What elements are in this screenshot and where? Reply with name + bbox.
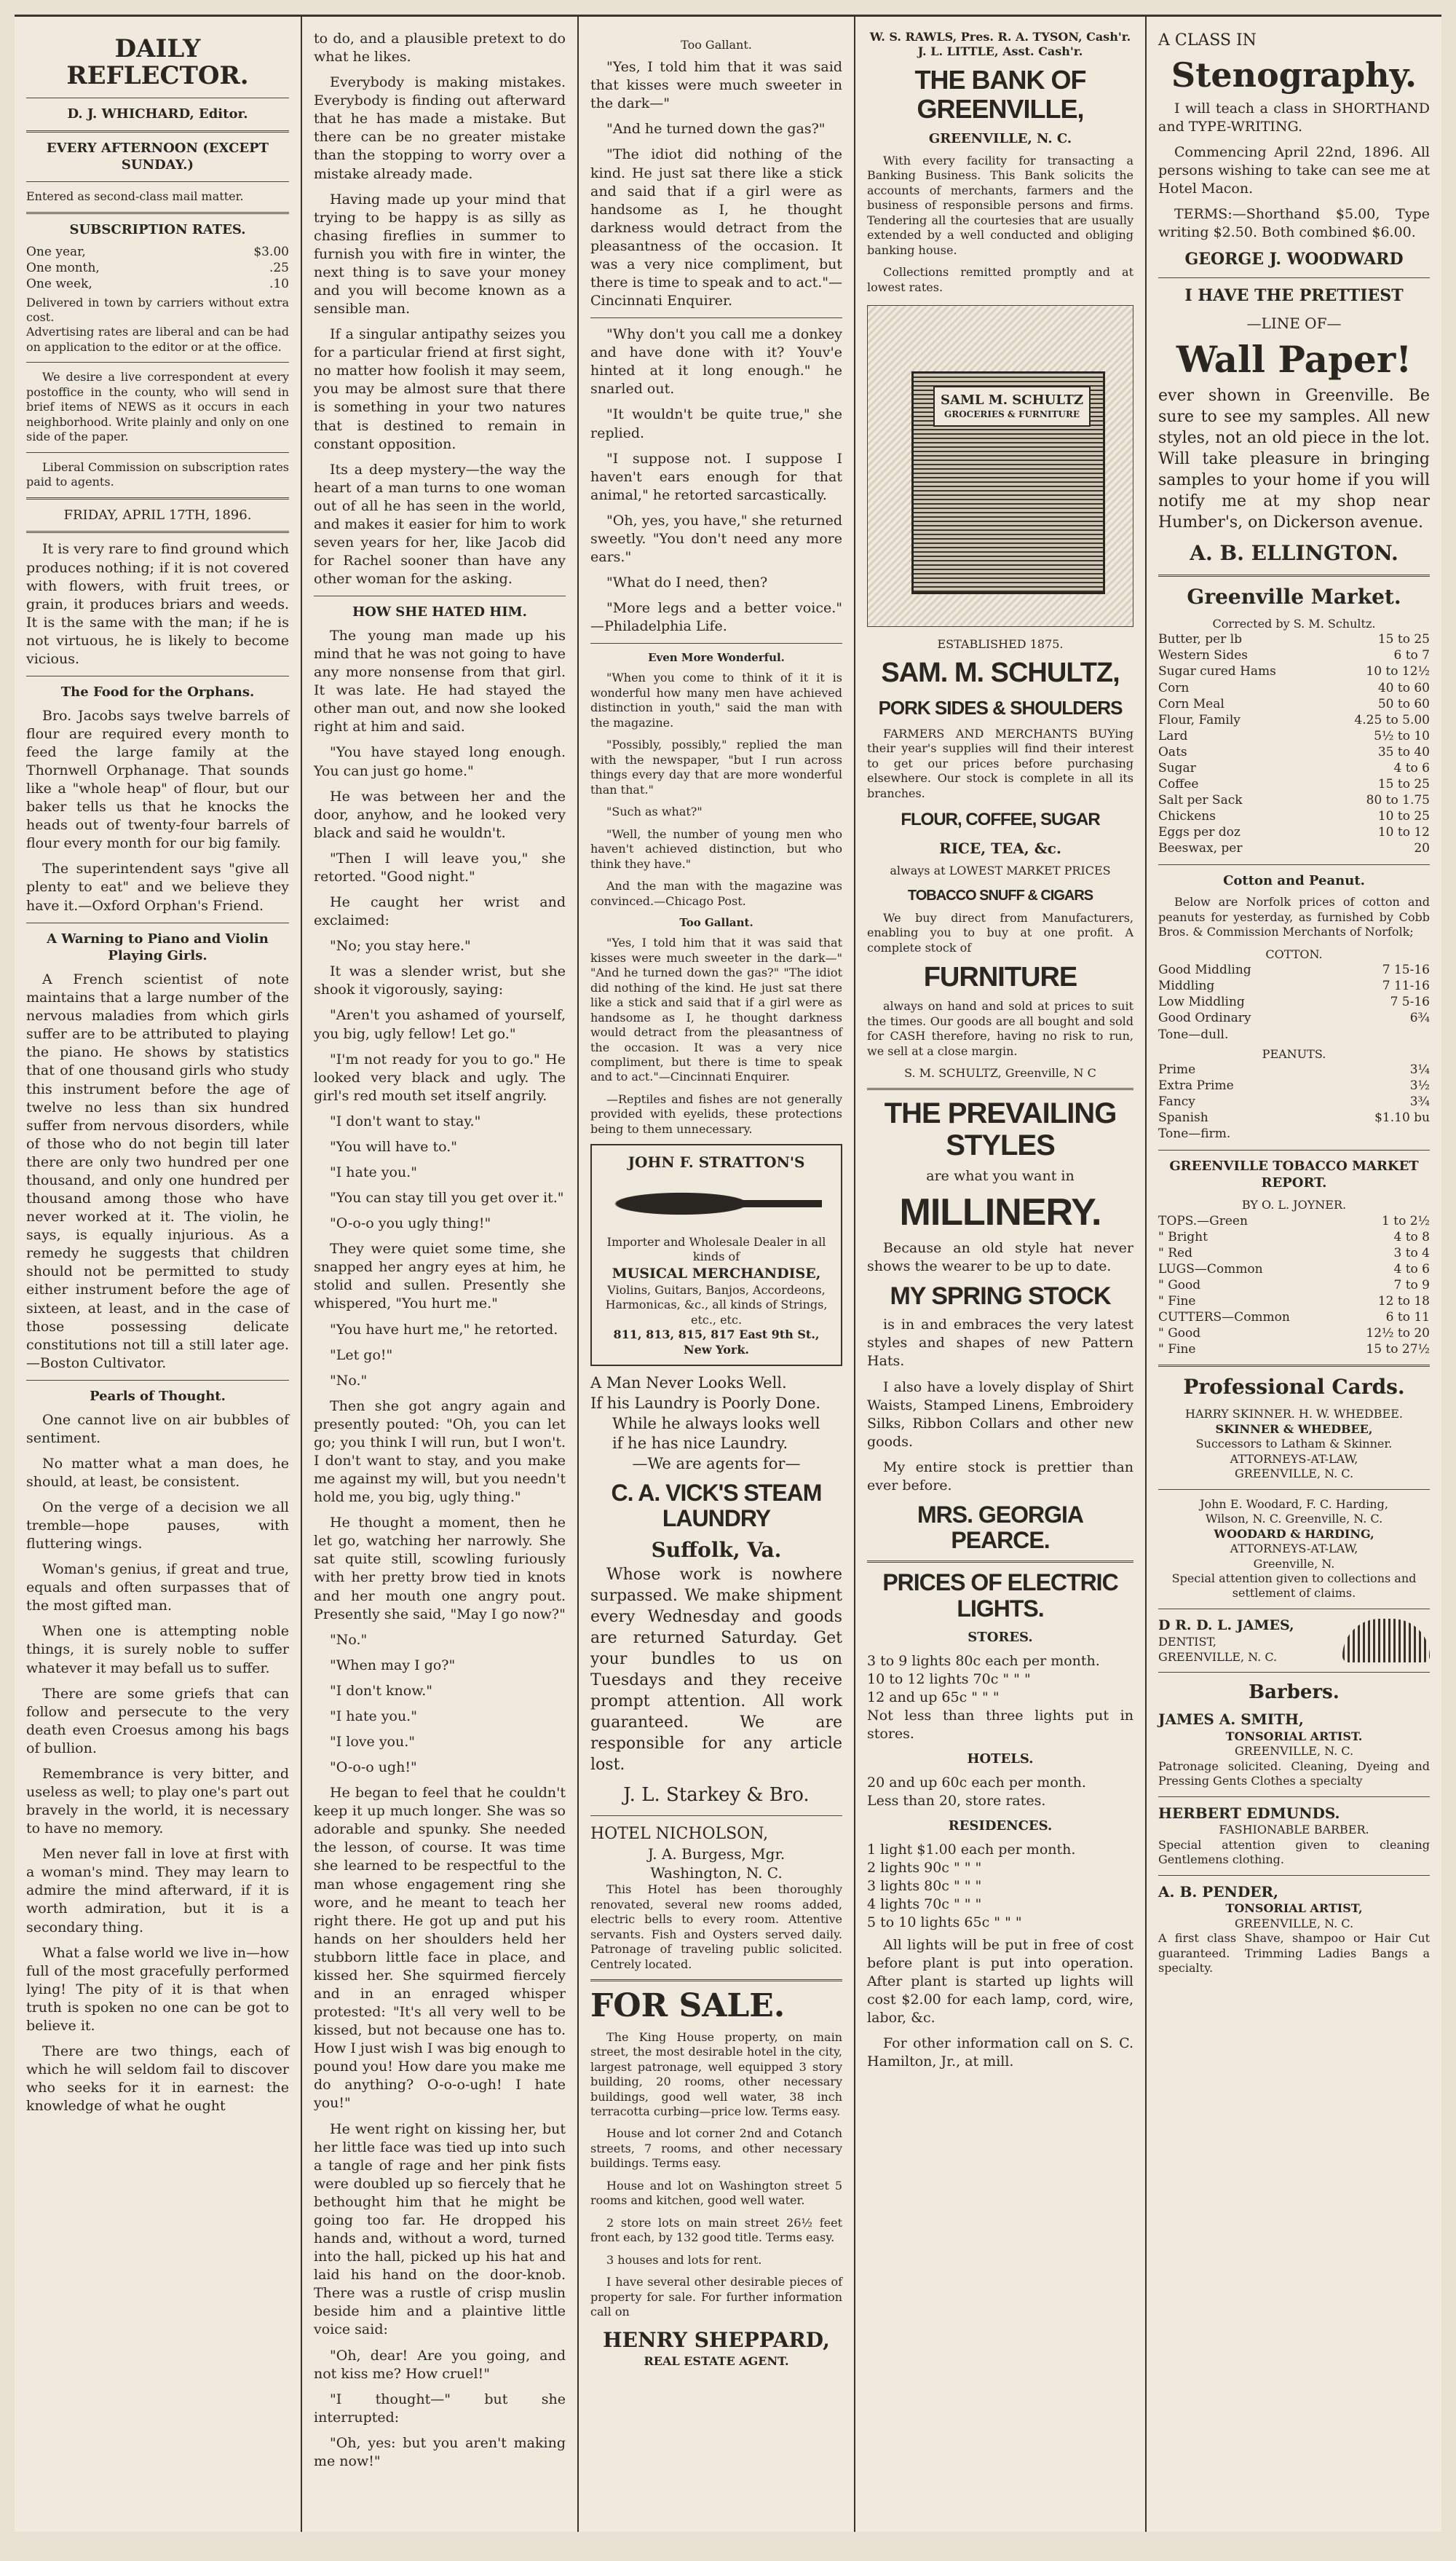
market-row: Coffee 15 to 25 (1158, 777, 1430, 792)
styles-heading: THE PREVAILING STYLES (884, 1097, 1117, 1162)
article-paragraph: A French scientist of note maintains that a large number of the nervous maladies from which girls suffer are to be attributed to playing the piano. He shows by statistics that of one thousand girls who study this instrument before the age of twelve no less than six hundred suffer from nervous disorders, while of those who do not begin till later there are only two hundred per one thousand, and only one hundred per thousand among those who have never worked at it. The violin, he says, is equally injurious. As a remedy he suggests that children should not be permitted to study either instrument before the age of sixteen, at least, and in the case of those possessing delicate constitutions not till a still later age.—Boston Cultivator. (26, 971, 289, 1371)
card-line: TONSORIAL ARTIST, (1225, 1901, 1363, 1916)
furniture-heading: FURNITURE (923, 962, 1077, 993)
column-1 (15, 17, 302, 2532)
electric-footer: All lights will be put in free of cost before plant is put into operation. After plant is started up lights will cost $2.00 for each lamp, cord, wire, labor, &c. (867, 1936, 1133, 2027)
residences-row: 1 light $1.00 each per month. (867, 1841, 1076, 1858)
story-paragraph: "I thought—" but she interrupted: (314, 2391, 566, 2426)
sale-agent: HENRY SHEPPARD, (603, 2327, 830, 2352)
story-paragraph: "Oh, dear! Are you going, and not kiss me? How cruel!" (314, 2347, 566, 2382)
story-paragraph: "You have stayed long enough. You can just go home." (314, 744, 566, 779)
wall-line: —LINE OF— (1246, 315, 1342, 333)
smith-card (1158, 1710, 1430, 1788)
stores-heading: STORES. (968, 1629, 1033, 1645)
sale-item: 3 houses and lots for rent. (606, 2252, 762, 2267)
card-line: HERBERT EDMUNDS. (1158, 1804, 1340, 1822)
story-paragraph: "When may I go?" (330, 1657, 456, 1673)
story-paragraph: They were quiet some time, she snapped her angry eyes at him, he stolid and sullen. Presently she whispered, "You hurt me." (314, 1241, 566, 1312)
laundry-rhyme: While he always looks well (612, 1414, 820, 1432)
residences-row: 2 lights 90c " " " (867, 1859, 982, 1876)
skinner-card (1158, 1407, 1430, 1481)
stratton-list: Violins, Guitars, Banjos, Accordeons, Harmonicas, &c., all kinds of Strings, etc., etc. (605, 1282, 828, 1327)
rate-row: One month, .25 (26, 261, 289, 276)
card-line: Patronage solicited. Cleaning, Dyeing and Pressing Gents Clothes a specialty (1158, 1759, 1430, 1788)
story-paragraph: He caught her wrist and exclaimed: (314, 894, 566, 929)
card-line: SKINNER & WHEDBEE, (1215, 1421, 1373, 1436)
article-paragraph: And the man with the magazine was convinced.—Chicago Post. (590, 879, 842, 908)
steno-terms: TERMS:—Shorthand $5.00, Type writing $2.50. Both combined $6.00. (1158, 206, 1430, 241)
pearl-item: On the verge of a decision we all tremble—hope pauses, with fluttering wings. (26, 1499, 289, 1552)
article-paragraph: "Such as what?" (606, 805, 703, 819)
card-line: JAMES A. SMITH, (1158, 1710, 1304, 1729)
cotton-row: Tone—dull. (1158, 1027, 1229, 1042)
article-paragraph: "Oh, yes, you have," she returned sweetly. "You don't need any more ears." (590, 512, 842, 565)
tobacco-row: " Good 12½ to 20 (1158, 1326, 1430, 1341)
masthead-title: DAILY REFLECTOR. (66, 34, 249, 91)
column-4 (855, 17, 1147, 2532)
story-paragraph: "Aren't you ashamed of yourself, you big, ugly fellow! Let go." (314, 1007, 566, 1042)
story-paragraph: "You can stay till you get over it." (330, 1190, 564, 1207)
laundry-rhyme: If his Laundry is Poorly Done. (590, 1394, 821, 1412)
tobacco-row: " Fine 12 to 18 (1158, 1294, 1430, 1309)
story-paragraph: "I don't want to stay." (330, 1113, 481, 1129)
market-table (1158, 631, 1430, 856)
market-row: Eggs per doz 10 to 12 (1158, 825, 1430, 840)
story-paragraph: The young man made up his mind that he was not going to have any more nonsense from that girl. It was late. He had stayed the other man out, and now she looked right at him and said. (314, 628, 566, 735)
bank-officers: W. S. RAWLS, Pres. R. A. TYSON, Cash'r. J. L. LITTLE, Asst. Cash'r. (869, 30, 1131, 59)
story-paragraph: "I hate you." (330, 1708, 417, 1724)
stratton-sub: Importer and Wholesale Dealer in all kinds of (606, 1234, 826, 1264)
rate-row: One year, $3.00 (26, 245, 289, 260)
card-line: A first class Shave, shampoo or Hair Cut guaranteed. Trimming Ladies Bangs a specialty. (1158, 1931, 1430, 1976)
market-row: Western Sides 6 to 7 (1158, 648, 1430, 663)
millinery-body: Because an old style hat never shows the wearer to be up to date. (867, 1239, 1133, 1274)
article-paragraph: —Reptiles and fishes are not generally provided with eyelids, these protections being to them unnecessary. (590, 1092, 842, 1136)
pearl-item: What a false world we live in—how full of the most gracefully performed lying! The pity of it is that when truth is spoken no one can be got to believe it. (26, 1944, 289, 2034)
article-paragraph: Bro. Jacobs says twelve barrels of flour are required every month to feed the large family at the Thornwell Orphanage. That sounds like a "whole heap" of flour, but our baker tells us that he knocks the heads out of twenty-four barrels of flour every month for our big family. (26, 707, 289, 852)
market-row: Oats 35 to 40 (1158, 744, 1430, 759)
market-row: Flour, Family 4.25 to 5.00 (1158, 712, 1430, 727)
story-body (314, 627, 566, 2471)
subscription-heading: SUBSCRIPTION RATES. (69, 221, 246, 237)
dental-plate-icon (1342, 1619, 1430, 1662)
article-paragraph: The superintendent says "give all plenty to eat" and we believe they have it.—Oxford Orphan's Friend. (26, 861, 289, 914)
spring-heading: MY SPRING STOCK (890, 1282, 1111, 1310)
bank-body: With every facility for transacting a Banking Business. This Bank solicits the accounts of merchants, farmers and the business of responsible persons and firms. Tendering all the courtesies that are usually extended by a well conducted and obliging banking house. (867, 153, 1133, 257)
tobacco-by: BY O. L. JOYNER. (1241, 1198, 1347, 1212)
established-year: ESTABLISHED 1875. (937, 637, 1064, 652)
mail-notice: Entered as second-class mail matter. (26, 189, 244, 204)
laundry-agents: J. L. Starkey & Bro. (623, 1784, 810, 1807)
hotel-town: Washington, N. C. (650, 1864, 783, 1882)
article-paragraph: "Why don't you call me a donkey and have done with it? Youv'e hinted at it long enough." he snarled out. (590, 326, 842, 398)
card-line: GREENVILLE, N. C. (1234, 1916, 1354, 1930)
subscription-rates (26, 244, 289, 292)
cotton-row: Low Middling 7 5-16 (1158, 995, 1430, 1010)
millinery-signature: MRS. GEORGIA PEARCE. (917, 1502, 1083, 1554)
residences-row: 3 lights 80c " " " (867, 1877, 982, 1894)
cotton-row: Middling 7 11-16 (1158, 979, 1430, 994)
market-row: Sugar 4 to 6 (1158, 760, 1430, 776)
story-paragraph: "I don't know." (330, 1682, 432, 1699)
story-paragraph: He thought a moment, then he let go, watching her narrowly. She sat quite still, scowling furiously with her pretty brow tied in knots and her mouth one angry pout. Presently she said, "May I go now?" (314, 1515, 566, 1622)
bank-town: GREENVILLE, N. C. (928, 131, 1072, 147)
tobacco-row: CUTTERS—Common 6 to 11 (1158, 1310, 1430, 1325)
card-line: ATTORNEYS-AT-LAW, (1230, 1451, 1358, 1466)
stores-row: Not less than three lights put in stores. (867, 1707, 1133, 1742)
rate-row: One week, .10 (26, 277, 289, 292)
market-corrected: Corrected by S. M. Schultz. (1212, 616, 1376, 631)
story-paragraph: It was a slender wrist, but she shook it vigorously, saying: (314, 963, 566, 998)
hotel-body: This Hotel has been thoroughly renovated, several new rooms added, electric bells to every room. Attentive servants. Fish and Oysters served daily. Patronage of traveling public solicited. Centrely located. (590, 1882, 842, 1971)
hotels-heading: HOTELS. (967, 1751, 1034, 1767)
sale-item: House and lot on Washington street 5 rooms and kitchen, good well water. (590, 2178, 842, 2208)
stratton-ad (590, 1144, 842, 1366)
market-row: Beeswax, per 20 (1158, 841, 1430, 856)
card-line: Successors to Latham & Skinner. (1195, 1437, 1393, 1451)
laundry-rhyme: if he has nice Laundry. (612, 1435, 788, 1453)
story-paragraph: "Let go!" (330, 1346, 393, 1363)
story-paragraph: He began to feel that he couldn't keep it up much longer. She was so adorable and spunky. She needed the lesson, of course. It was time she learned to be respectful to the man whose engagement ring she wore, and he meant to teach her right there. He got up and put his hands on her shoulders held her stubborn little face in place, and kissed her. She squirmed fiercely and in an enraged whisper protested: "It's all very well to be kissed, but not because one has to. How I just wish I was big enough to pound you! How dare you make me do anything? O-o-o-ugh! I hate you!" (314, 1785, 566, 2112)
article-paragraph: "The idiot did nothing of the kind. He just sat there like a stick and said that if a girl were as handsome as I, he thought darkness would detract from the pleasantness of the occasion. It was a very nice compliment, but there is time to speak and to act."—Cincinnati Enquirer. (590, 146, 842, 309)
residences-heading: RESIDENCES. (948, 1818, 1053, 1834)
card-line: GREENVILLE, N. C. (1234, 1744, 1354, 1759)
laundry-town: Suffolk, Va. (651, 1538, 782, 1563)
sale-heading: FOR SALE. (590, 1987, 786, 2025)
market-row: Sugar cured Hams 10 to 12½ (1158, 664, 1430, 679)
story-paragraph: He was between her and the door, anyhow, and he looked very black and said he wouldn't. (314, 788, 566, 841)
market-row: Lard 5½ to 10 (1158, 728, 1430, 743)
wall-heading: Wall Paper! (1176, 337, 1412, 381)
story-paragraph: "No; you stay here." (330, 938, 471, 955)
pender-card (1158, 1883, 1430, 1976)
story-paragraph: "I'm not ready for you to go." He looked very black and ugly. The girl's red mouth set itself angrily. (314, 1051, 566, 1104)
story-paragraph: "No." (330, 1631, 368, 1648)
schultz-goods-2: RICE, TEA, &c. (939, 839, 1061, 857)
schultz-body: FARMERS AND MERCHANTS BUYing their year's supplies will find their interest to get our prices before purchasing elsewhere. Our stock is complete in all its branches. (867, 726, 1133, 800)
correspondent-notice: We desire a live correspondent at every postoffice in the county, who will send in brief items of NEWS as it occurs in each neighborhood. Write plainly and only on one side of the paper. (26, 370, 289, 444)
orphans-heading: The Food for the Orphans. (60, 684, 255, 700)
sale-item: I have several other desirable pieces of property for sale. For further information call on (590, 2275, 842, 2319)
millinery-heading: MILLINERY. (899, 1191, 1101, 1234)
store-sign-name: SAML M. SCHULTZ (940, 392, 1084, 409)
laundry-ad (590, 1373, 842, 1808)
article-paragraph: "I suppose not. I suppose I haven't ears enough for that animal," he retorted sarcastically. (590, 450, 842, 503)
tobacco-row: " Good 7 to 9 (1158, 1277, 1430, 1293)
market-heading: Greenville Market. (1187, 584, 1401, 609)
pearl-item: There are two things, each of which he will seldom fail to discover who seeks for it in earnest: the knowledge of what he ought (26, 2043, 289, 2115)
store-sign (933, 386, 1091, 427)
peanut-row: Extra Prime 3½ (1158, 1078, 1430, 1094)
barbers-heading: Barbers. (1249, 1681, 1340, 1703)
card-line: TONSORIAL ARTIST. (1225, 1729, 1363, 1743)
hotels-row: 20 and up 60c each per month. (867, 1774, 1086, 1791)
story-paragraph: "Oh, yes: but you aren't making me now!" (314, 2434, 566, 2469)
article-paragraph: "Yes, I told him that it was said that kisses were much sweeter in the dark—" "And he turned down the gas?" "The idiot did nothing of the kind. He just sat there like a stick and said that if a girl were as handsome as I, he thought darkness would detract from the pleasantness of the occasion. It was a very nice compliment, but there is time to speak and to act."—Cincinnati Enquirer. (590, 936, 842, 1084)
stratton-address: 811, 813, 815, 817 East 9th St., New York. (613, 1327, 820, 1357)
spring-body: is in and embraces the very latest styles and shapes of new Pattern Hats. (867, 1317, 1133, 1370)
wonderful-heading: Even More Wonderful. (648, 651, 785, 665)
card-line: Special attention given to cleaning Gentlemens clothing. (1158, 1837, 1430, 1867)
tobacco-heading: GREENVILLE TOBACCO MARKET REPORT. (1169, 1158, 1419, 1191)
article-paragraph: Having made up your mind that trying to be happy is as silly as chasing fireflies in summer to furnish you with fire in winter, the next thing is to save your money and you will become known as a sensible man. (314, 191, 566, 317)
article-paragraph: "What do I need, then? (606, 575, 768, 591)
warning-heading: A Warning to Piano and Violin Playing Girls. (47, 931, 269, 964)
stratton-name: JOHN F. STRATTON'S (628, 1153, 805, 1172)
story-paragraph: "You have hurt me," he retorted. (330, 1321, 558, 1338)
violin-illustration-icon (599, 1178, 834, 1229)
story-paragraph: "Then I will leave you," she retorted. "Good night." (314, 850, 566, 885)
card-line: Special attention given to collections and settlement of claims. (1171, 1571, 1417, 1601)
story-paragraph: "O-o-o you ugly thing!" (330, 1215, 491, 1232)
market-row: Salt per Sack 80 to 1.75 (1158, 793, 1430, 808)
article-paragraph: "When you come to think of it it is wonderful how many men have achieved distinction in youth," said the man with the magazine. (590, 671, 842, 730)
prettier-line: My entire stock is prettier than ever before. (867, 1459, 1133, 1493)
delivery-notice: Delivered in town by carriers without extra cost. (26, 295, 289, 324)
schultz-goods: FLOUR, COFFEE, SUGAR (901, 810, 1100, 830)
hotels-row: Less than 20, store rates. (867, 1792, 1046, 1809)
story-paragraph: "You will have to." (330, 1138, 457, 1155)
column-3 (579, 17, 855, 2532)
card-line: HARRY SKINNER. H. W. WHEDBEE. (1185, 1407, 1403, 1421)
pearl-item: No matter what a man does, he should, at least, be consistent. (26, 1455, 289, 1490)
story-paragraph: "I love you." (330, 1734, 416, 1750)
styles-sub: are what you want in (926, 1168, 1075, 1185)
market-row: Corn 40 to 60 (1158, 680, 1430, 695)
hotel-manager: J. A. Burgess, Mgr. (647, 1844, 786, 1863)
peanut-row: Prime 3¼ (1158, 1062, 1430, 1078)
market-row: Butter, per lb 15 to 25 (1158, 632, 1430, 647)
story-heading: HOW SHE HATED HIM. (352, 604, 527, 620)
stores-row: 3 to 9 lights 80c each per month. (867, 1652, 1100, 1669)
card-line: FASHIONABLE BARBER. (1219, 1823, 1369, 1837)
article-paragraph: Its a deep mystery—the way the heart of a man turns to one woman out of all he has seen in the world, and makes it easier for him to work seven years for her, like Jacob did for Rachel sooner than have any other woman for the asking. (314, 461, 566, 588)
article-paragraph: "It wouldn't be quite true," she replied. (590, 406, 842, 441)
residences-row: 5 to 10 lights 65c " " " (867, 1914, 1022, 1930)
cards-heading: Professional Cards. (1183, 1375, 1405, 1400)
hotel-ad (590, 1823, 842, 1973)
pearl-item: There are some griefs that can follow and persecute to the very death even Croesus among his bags of bullion. (26, 1685, 289, 1756)
tobacco-row: LUGS—Common 4 to 6 (1158, 1261, 1430, 1276)
card-line: Wilson, N. C. Greenville, N. C. (1205, 1512, 1383, 1526)
card-line: A. B. PENDER, (1158, 1882, 1279, 1901)
electric-contact: For other information call on S. C. Hamilton, Jr., at mill. (867, 2035, 1133, 2070)
article-paragraph: "Well, the number of young men who haven't achieved distinction, but who think they have." (590, 826, 842, 871)
pearl-item: One cannot live on air bubbles of sentiment. (26, 1411, 289, 1446)
story-paragraph: "O-o-o ugh!" (330, 1759, 417, 1776)
sale-item: House and lot corner 2nd and Cotanch streets, 7 rooms, and other necessary buildings. Terms easy. (590, 2126, 842, 2171)
article-paragraph: Everybody is making mistakes. Everybody is finding out afterward that he has made a mistake. But there can be no greater mistake than the stopping to worry over a mistake already made. (314, 74, 566, 182)
store-engraving (867, 305, 1133, 627)
card-line: GREENVILLE, N. C. (1234, 1467, 1354, 1481)
cotton-sub: COTTON. (1265, 947, 1323, 961)
peanuts-sub: PEANUTS. (1262, 1046, 1326, 1061)
wall-body: ever shown in Greenville. Be sure to see my samples. All new styles, not an old piece in the lot. Will take pleasure in bringing samples to your home if you will notify me at my shop near Humber's, on Dickerson avenue. (1158, 386, 1430, 532)
card-line: Greenville, N. (1253, 1556, 1335, 1571)
newspaper-page (15, 15, 1441, 2532)
commission-notice: Liberal Commission on subscription rates paid to agents. (26, 459, 289, 489)
article-paragraph: It is very rare to find ground which produces nothing; if it is not covered with flowers, with fruit trees, or grain, it produces briars and weeds. It is the same with the man; if he is not virtuous, he is likely to become vicious. (26, 541, 289, 667)
wall-intro: I HAVE THE PRETTIEST (1184, 286, 1404, 306)
card-line: D R. D. L. JAMES, (1158, 1617, 1294, 1633)
woodard-card (1158, 1497, 1430, 1601)
pearls-heading: Pearls of Thought. (90, 1388, 226, 1404)
article-paragraph: "More legs and a better voice." —Philadelphia Life. (590, 600, 842, 635)
edmunds-card (1158, 1804, 1430, 1868)
laundry-rhyme: A Man Never Looks Well. (590, 1374, 787, 1392)
steno-signature: GEORGE J. WOODWARD (1184, 250, 1404, 269)
laundry-rhyme: —We are agents for— (632, 1454, 801, 1472)
schultz-prices: always at LOWEST MARKET PRICES (890, 864, 1111, 878)
column-2 (302, 17, 579, 2532)
advertising-notice: Advertising rates are liberal and can be had on application to the editor or at the office. (26, 325, 289, 354)
masthead-schedule: EVERY AFTERNOON (EXCEPT SUNDAY.) (46, 140, 269, 173)
market-row: Corn Meal 50 to 60 (1158, 696, 1430, 711)
tobacco-row: " Red 3 to 4 (1158, 1245, 1430, 1260)
sale-item: The King House property, on main street, the most desirable hotel in the city, largest patronage, well equipped 3 story building, 20 rooms, other necessary buildings, good well water, 38 inch terracotta curbing—price low. Terms easy. (590, 2029, 842, 2118)
story-paragraph: "I hate you." (330, 1164, 417, 1180)
store-sign-goods: GROCERIES & FURNITURE (943, 409, 1080, 419)
gallant2-heading: Too Gallant. (679, 916, 753, 930)
article-paragraph: "Possibly, possibly," replied the man with the newspaper, "but I run across things every day that are more wonderful than that." (590, 738, 842, 797)
masthead-editor: D. J. WHICHARD, Editor. (67, 106, 248, 122)
market-row: Chickens 10 to 25 (1158, 809, 1430, 824)
furniture-body: always on hand and sold at prices to suit the times. Our goods are all bought and sold for CASH therefore, having no risk to run, we sell at a close margin. (867, 999, 1133, 1058)
furniture-signature: S. M. SCHULTZ, Greenville, N C (904, 1066, 1096, 1081)
card-line: John E. Woodard, F. C. Harding, (1200, 1496, 1388, 1511)
residences-row: 4 lights 70c " " " (867, 1895, 982, 1912)
pearl-item: Woman's genius, if great and true, equals and often surpasses that of the most gifted man. (26, 1561, 289, 1614)
peanut-row: Tone—firm. (1158, 1126, 1231, 1142)
article-paragraph: "Yes, I told him that it was said that kisses were much sweeter in the dark—" (590, 59, 842, 112)
gallant-heading: Too Gallant. (681, 38, 752, 52)
schultz-name: SAM. M. SCHULTZ, (881, 657, 1120, 688)
stratton-goods: MUSICAL MERCHANDISE, (612, 1265, 821, 1282)
steno-heading: Stenography. (1171, 55, 1417, 95)
story-paragraph: He went right on kissing her, but her little face was tied up into such a tangle of rage and her pink fists were doubled up so fiercely that he bethought him that he might be going too far. He dropped his hands and, without a word, turned into the hall, picked up his hat and laid his hand on the door-knob. There was a rustle of crisp muslin beside him and a plaintive little voice said: (314, 2120, 566, 2338)
laundry-name: C. A. VICK'S STEAM LAUNDRY (611, 1479, 822, 1531)
bank-name: THE BANK OF GREENVILLE, (914, 64, 1086, 124)
dentist-card (1158, 1617, 1430, 1665)
article-paragraph: If a singular antipathy seizes you for a particular friend at first sight, no matter how foolish it may seem, you may be almost sure that there is something in your two natures that is destined to remain in constant opposition. (314, 326, 566, 452)
electric-heading: PRICES OF ELECTRIC LIGHTS. (882, 1569, 1118, 1622)
cotton-row: Good Ordinary 6¾ (1158, 1011, 1430, 1026)
stores-row: 10 to 12 lights 70c " " " (867, 1670, 1031, 1687)
article-paragraph: "And he turned down the gas?" (606, 121, 826, 138)
hotel-name: HOTEL NICHOLSON, (590, 1824, 769, 1843)
stores-row: 12 and up 65c " " " (867, 1689, 1000, 1705)
peanut-row: Fancy 3¾ (1158, 1094, 1430, 1110)
card-line: WOODARD & HARDING, (1214, 1526, 1374, 1541)
sale-agent-title: REAL ESTATE AGENT. (644, 2353, 789, 2368)
story-paragraph: Then she got angry again and presently pouted: "Oh, you can let go; you think I will run, but I won't. I don't want to stay, and you make me against my will, but you needn't hold me, you big, ugly thing." (314, 1397, 566, 1506)
schultz-buy: We buy direct from Manufacturers, enabling you to buy at one profit. A complete stock of (867, 910, 1133, 955)
bank-collections: Collections remitted promptly and at lowest rates. (867, 265, 1133, 294)
steno-intro: A CLASS IN (1158, 31, 1257, 50)
schultz-tobacco: TOBACCO SNUFF & CIGARS (907, 887, 1093, 904)
card-line: ATTORNEYS-AT-LAW, (1230, 1542, 1358, 1556)
pearl-item: Men never fall in love at first with a woman's mind. They may learn to admire the mind afterward, if it is worth admiration, but it is a secondary thing. (26, 1846, 289, 1935)
tobacco-row: " Bright 4 to 8 (1158, 1229, 1430, 1244)
tobacco-row: TOPS.—Green 1 to 2½ (1158, 1213, 1430, 1228)
article-paragraph: to do, and a plausible pretext to do what he likes. (314, 31, 566, 66)
card-line: DENTIST, (1158, 1635, 1216, 1649)
cotton-row: Good Middling 7 15-16 (1158, 963, 1430, 978)
pearl-item: Remembrance is very bitter, and useless as well; to play one's part out bravely in the world, it is necessary to have no memory. (26, 1765, 289, 1837)
sale-item: 2 store lots on main street 26½ feet front each, by 132 good title. Terms easy. (590, 2215, 842, 2245)
story-paragraph: "No." (330, 1372, 368, 1389)
pearl-item: When one is attempting noble things, it is surely noble to suffer whatever it may befall us to suffer. (26, 1623, 289, 1676)
column-5 (1147, 17, 1441, 2532)
tobacco-row: " Fine 15 to 27½ (1158, 1342, 1430, 1357)
cotton-note: Below are Norfolk prices of cotton and peanuts for yesterday, as furnished by Cobb Bros. & Commission Merchants of Norfolk; (1158, 895, 1430, 939)
steno-body: I will teach a class in SHORTHAND and TYPE-WRITING. (1158, 100, 1430, 135)
cotton-heading: Cotton and Peanut. (1223, 872, 1365, 888)
issue-date: FRIDAY, APRIL 17TH, 1896. (63, 507, 252, 523)
peanut-row: Spanish $1.10 bu (1158, 1110, 1430, 1126)
sale-ad (590, 1989, 842, 2369)
display-body: I also have a lovely display of Shirt Waists, Stamped Linens, Embroidery Silks, Ribbon Collars and other new goods. (867, 1378, 1133, 1450)
card-line: GREENVILLE, N. C. (1158, 1649, 1278, 1664)
laundry-body: Whose work is nowhere surpassed. We make shipment every Wednesday and goods are returned Saturday. Get your bundles to us on Tuesdays and they receive prompt attention. All work guaranteed. We are responsible for any article lost. (590, 1566, 842, 1775)
wall-signature: A. B. ELLINGTON. (1190, 540, 1398, 565)
steno-date: Commencing April 22nd, 1896. All persons wishing to take can see me at Hotel Macon. (1158, 143, 1430, 197)
schultz-line: PORK SIDES & SHOULDERS (878, 697, 1123, 719)
